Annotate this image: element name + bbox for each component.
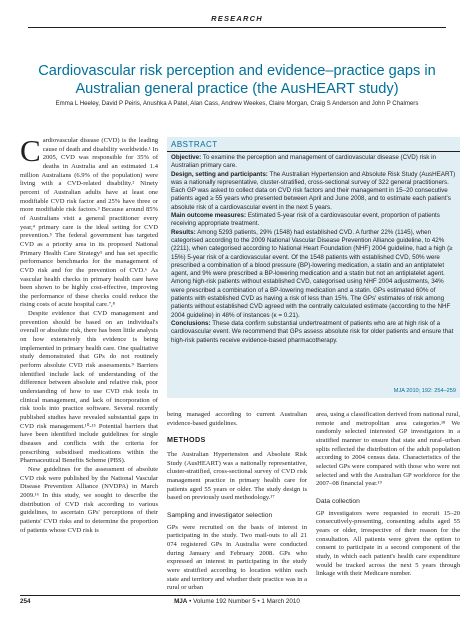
abstract-outcomes: Main outcome measures: Estimated 5-year risk of a cardiovascular event, proportion of patients receiving appropriate treatment.	[171, 212, 440, 228]
sampling-heading: Sampling and investigator selection	[167, 511, 273, 519]
abstract-citation: MJA 2010; 192: 254–259	[393, 388, 456, 394]
abstract-text	[171, 154, 457, 345]
abstract-rule	[167, 151, 460, 152]
abstract-results: Results: Among 5293 patients, 29% (1548) had established CVD. A further 22% (1145), when categorised according to the 2009 National Vascular Disease Prevention Alliance guideline, to 42% (2211), when categorised according to National Heart Foundation (NHF) 2004 guideline, had a high (≥ 15%) 5-year risk of a cardiovascular event. Of the 1548 patients with established CVD, 50% were prescribed a combination of a blood pressure (BP)-lowering medication, a statin and an antiplatelet agent, and 9% were prescribed a BP-lowering medication and a statin but not an antiplatelet agent. Among high-risk patients without established CVD, categorised using NHF 2004 adjustments, 34% were prescribed a combination of a BP-lowering medication and a statin. GPs estimated 60% of patients with established CVD as having a risk of less than 15%. The GPs' estimates of risk among patients without established CVD agreed with the centrally calculated estimate (according to the NHF 2004 guideline) in 48% of instances (κ = 0.21).	[171, 228, 453, 319]
intro-text-3: New guidelines for the assessment of absolute CVD risk were published by the National Vascular Disease Prevention Alliance (NVDPA) in March 2009.¹⁶ In this study, we sought to describe the distribution of CVD risk according to various guidelines, to ascertain GPs' perceptions of their patients' CVD risks and to determine the proportion of patients whose CVD risk is	[20, 465, 158, 534]
intro-column	[20, 133, 158, 535]
col2-lead: being managed according to current Australian evidence-based guidelines.	[167, 411, 307, 427]
methods-heading: METHODS	[167, 435, 206, 445]
middle-column	[167, 411, 307, 593]
journal-footer	[0, 598, 474, 605]
right-column	[316, 411, 460, 579]
abstract-box	[167, 137, 460, 398]
footer-rule	[20, 595, 460, 596]
page-number: 254	[20, 598, 31, 605]
dropcap: C	[20, 133, 41, 168]
journal-name: MJA	[174, 598, 188, 605]
intro-text-2: Despite evidence that CVD management and prevention should be based on an individual's overall or absolute risk, there has been little analysis on how extensively this evidence is being implemented in primary health care. One qualitative study demonstrated that GPs do not routinely perform absolute CVD risk assessments.⁹ Barriers identified include lack of understanding of the difference between absolute and relative risk, poor understanding of how to use CVD risk tools in clinical management, and lack of incorporation of risk tools into practice software. Several recently published studies have revealed substantial gaps in CVD risk management.¹⁰-¹⁵ Potential barriers that have been identified include guidelines for single diseases and conflicts with the criteria for prescribing subsidised medications within the Pharmaceutical Benefits Scheme (PBS).	[20, 310, 158, 465]
journal-issue: • Volume 192 Number 5 • 1 March 2010	[187, 598, 300, 605]
methods-text: The Australian Hypertension and Absolute Risk Study (AusHEART) was a nationally representative, cluster-stratified, cross-sectional survey of CVD risk management practice in primary health care for patients aged 55 years or older. The study design is based on previously used methodology.¹⁷	[167, 450, 307, 502]
data-collection-heading: Data collection	[316, 497, 360, 505]
abstract-heading: ABSTRACT	[171, 140, 218, 149]
abstract-objective: Objective: To examine the perception and management of cardiovascular disease (CVD) risk in Australian primary care.	[171, 154, 436, 170]
abstract-conclusions: Conclusions: These data confirm substantial undertreatment of patients who are at high risk of a cardiovascular event. We recommend that GPs assess absolute risk for older patients and ensure that high-risk patients receive evidence-based pharmacotherapy.	[171, 319, 454, 344]
author-list: Emma L Heeley, David P Peiris, Anushka A Patel, Alan Cass, Andrew Weekes, Claire Morgan, Craig S Anderson and John P Chalmers	[55, 100, 419, 107]
intro-text-1: ardiovascular disease (CVD) is the leading cause of death and disability worldwide.¹ In 2005, CVD was responsible for 35% of deaths in Australia and an estimated 1.4 million Australians (6.9% of the population) were living with a CVD-related disability.² Ninety percent of Australian adults have at least one modifiable CVD risk factor and 25% have three or more modifiable risk factors.³ Because around 85% of Australians visit a general practitioner every year,⁴ primary care is the ideal setting for CVD prevention.⁵ The federal government has targeted CVD as a priority area in its proposed National Primary Health Care Strategy⁵ and has set specific performance benchmarks for the management of CVD risk and for the prevention of CVD.⁶ As vascular health checks in primary health care have been shown to be highly cost-effective, improving the performance of these checks could reduce the rising costs of acute hospital care.⁷,⁸	[20, 137, 158, 309]
section-label: RESEARCH	[211, 14, 263, 23]
article-title: Cardiovascular risk perception and evidence–practice gaps in Australian general practice (the AusHEART study)	[38, 62, 436, 97]
sampling-text: GPs were recruited on the basis of interest in participating in the study. Two mail-outs to all 21 074 registered GPs in Australia were conducted during January and February 2008. GPs who expressed an interest in participating in the study were stratified according to location within each state and territory and whether their practice was in a rural or urban	[167, 523, 307, 592]
abstract-design: Design, setting and participants: The Australian Hypertension and Absolute Risk Study (AusHEART) was a nationally representative, cluster-stratified, cross-sectional survey of 322 general practitioners. Each GP was asked to collect data on CVD risk factors and their management in 15–20 consecutive patients aged ≥ 55 years who presented between April and June 2008, and to estimate each patient's absolute risk of a cardiovascular event in the next 5 years.	[171, 170, 456, 211]
header-rule	[28, 27, 446, 28]
intro-paragraph	[20, 133, 158, 310]
data-collection-text: GP investigators were requested to recruit 15–20 consecutively-presenting, consenting adults aged 55 years or older, irrespective of their reason for the consultation. All patients were given the option to consent to participate in a second component of the study, in which each patient's health care expenditure would be tracked across the next 5 years through linkage with their Medicare number.	[316, 509, 460, 578]
col3-text: area, using a classification derived from national rural, remote and metropolitan area categories.¹⁸ We randomly selected interested GP investigators in a stratified manner to ensure that state and rural–urban splits reflected the distribution of the adult population according to 2004 census data. Characteristics of the selected GPs were compared with those who were not selected and with the Australian GP workforce for the 2007–08 financial year.¹⁹	[316, 411, 460, 488]
